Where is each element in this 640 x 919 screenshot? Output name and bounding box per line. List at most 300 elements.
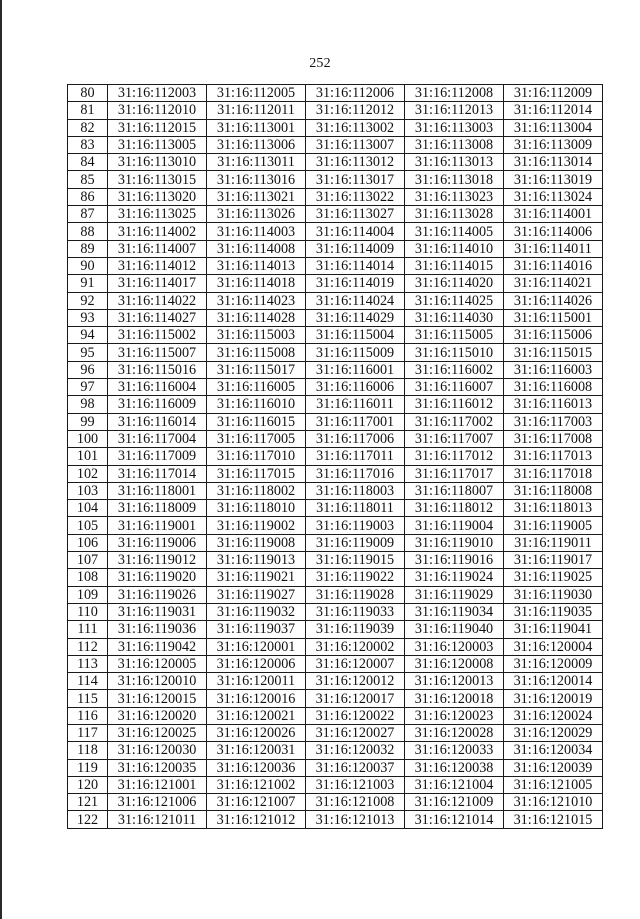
cadastral-number-cell: 31:16:119022 — [306, 569, 405, 586]
cadastral-number-cell: 31:16:115005 — [405, 327, 504, 344]
cadastral-number-cell: 31:16:120014 — [504, 673, 603, 690]
row-number-cell: 105 — [68, 517, 108, 534]
row-number-cell: 100 — [68, 430, 108, 447]
row-number-cell: 119 — [68, 759, 108, 776]
cadastral-number-cell: 31:16:112012 — [306, 102, 405, 119]
cadastral-number-cell: 31:16:118010 — [207, 500, 306, 517]
row-number-cell: 113 — [68, 655, 108, 672]
cadastral-number-cell: 31:16:121015 — [504, 811, 603, 828]
cadastral-number-cell: 31:16:119024 — [405, 569, 504, 586]
cadastral-number-cell: 31:16:120033 — [405, 742, 504, 759]
cadastral-number-cell: 31:16:113006 — [207, 136, 306, 153]
table-row — [68, 327, 603, 344]
row-number-cell: 117 — [68, 724, 108, 741]
table-row — [68, 534, 603, 551]
cadastral-number-cell: 31:16:121004 — [405, 776, 504, 793]
cadastral-number-cell: 31:16:117014 — [108, 465, 207, 482]
cadastral-number-cell: 31:16:121001 — [108, 776, 207, 793]
cadastral-number-cell: 31:16:115007 — [108, 344, 207, 361]
cadastral-number-cell: 31:16:114026 — [504, 292, 603, 309]
cadastral-number-cell: 31:16:117012 — [405, 448, 504, 465]
cadastral-number-cell: 31:16:119001 — [108, 517, 207, 534]
cadastral-number-cell: 31:16:120010 — [108, 673, 207, 690]
cadastral-number-cell: 31:16:121011 — [108, 811, 207, 828]
cadastral-number-cell: 31:16:112008 — [405, 85, 504, 102]
cadastral-number-cell: 31:16:116012 — [405, 396, 504, 413]
cadastral-number-cell: 31:16:117008 — [504, 430, 603, 447]
table-row — [68, 690, 603, 707]
cadastral-number-cell: 31:16:116011 — [306, 396, 405, 413]
cadastral-number-cell: 31:16:116014 — [108, 413, 207, 430]
row-number-cell: 90 — [68, 257, 108, 274]
cadastral-number-cell: 31:16:121005 — [504, 776, 603, 793]
scan-page-edge — [0, 0, 2, 919]
table-row — [68, 240, 603, 257]
cadastral-number-cell: 31:16:120005 — [108, 655, 207, 672]
cadastral-number-cell: 31:16:114014 — [306, 257, 405, 274]
cadastral-number-cell: 31:16:119017 — [504, 552, 603, 569]
cadastral-number-cell: 31:16:117013 — [504, 448, 603, 465]
cadastral-number-cell: 31:16:118002 — [207, 482, 306, 499]
cadastral-number-cell: 31:16:112011 — [207, 102, 306, 119]
cadastral-number-cell: 31:16:119031 — [108, 603, 207, 620]
row-number-cell: 94 — [68, 327, 108, 344]
cadastral-number-cell: 31:16:115016 — [108, 361, 207, 378]
page-number: 252 — [309, 56, 331, 71]
cadastral-number-cell: 31:16:115001 — [504, 309, 603, 326]
cadastral-number-cell: 31:16:115009 — [306, 344, 405, 361]
cadastral-number-cell: 31:16:120026 — [207, 724, 306, 741]
row-number-cell: 83 — [68, 136, 108, 153]
row-number-cell: 118 — [68, 742, 108, 759]
cadastral-number-cell: 31:16:117005 — [207, 430, 306, 447]
cadastral-number-cell: 31:16:113020 — [108, 188, 207, 205]
table-row — [68, 257, 603, 274]
cadastral-number-cell: 31:16:117016 — [306, 465, 405, 482]
cadastral-number-cell: 31:16:119005 — [504, 517, 603, 534]
table-row — [68, 119, 603, 136]
cadastral-number-cell: 31:16:115004 — [306, 327, 405, 344]
row-number-cell: 80 — [68, 85, 108, 102]
cadastral-number-cell: 31:16:113024 — [504, 188, 603, 205]
cadastral-number-cell: 31:16:121014 — [405, 811, 504, 828]
cadastral-number-cell: 31:16:120036 — [207, 759, 306, 776]
table-row — [68, 413, 603, 430]
table-row — [68, 482, 603, 499]
cadastral-number-cell: 31:16:119041 — [504, 621, 603, 638]
cadastral-number-cell: 31:16:113002 — [306, 119, 405, 136]
cadastral-number-cell: 31:16:119039 — [306, 621, 405, 638]
table-row — [68, 794, 603, 811]
cadastral-number-cell: 31:16:121002 — [207, 776, 306, 793]
row-number-cell: 98 — [68, 396, 108, 413]
cadastral-number-cell: 31:16:114002 — [108, 223, 207, 240]
cadastral-number-cell: 31:16:119033 — [306, 603, 405, 620]
table-row — [68, 171, 603, 188]
cadastral-number-cell: 31:16:115006 — [504, 327, 603, 344]
cadastral-number-cell: 31:16:117007 — [405, 430, 504, 447]
cadastral-number-cell: 31:16:120032 — [306, 742, 405, 759]
cadastral-number-cell: 31:16:121008 — [306, 794, 405, 811]
cadastral-number-cell: 31:16:119026 — [108, 586, 207, 603]
cadastral-number-cell: 31:16:120018 — [405, 690, 504, 707]
cadastral-number-cell: 31:16:120021 — [207, 707, 306, 724]
cadastral-number-cell: 31:16:117009 — [108, 448, 207, 465]
cadastral-number-cell: 31:16:117006 — [306, 430, 405, 447]
cadastral-number-cell: 31:16:114016 — [504, 257, 603, 274]
cadastral-number-cell: 31:16:113014 — [504, 154, 603, 171]
cadastral-number-cell: 31:16:113021 — [207, 188, 306, 205]
cadastral-number-cell: 31:16:118003 — [306, 482, 405, 499]
cadastral-number-cell: 31:16:119008 — [207, 534, 306, 551]
cadastral-number-cell: 31:16:120008 — [405, 655, 504, 672]
cadastral-number-cell: 31:16:120017 — [306, 690, 405, 707]
row-number-cell: 101 — [68, 448, 108, 465]
row-number-cell: 88 — [68, 223, 108, 240]
cadastral-number-cell: 31:16:120037 — [306, 759, 405, 776]
cadastral-number-cell: 31:16:116006 — [306, 379, 405, 396]
cadastral-number-cell: 31:16:119036 — [108, 621, 207, 638]
table-row — [68, 673, 603, 690]
table-row — [68, 292, 603, 309]
cadastral-number-cell: 31:16:119035 — [504, 603, 603, 620]
cadastral-number-cell: 31:16:119004 — [405, 517, 504, 534]
cadastral-number-cell: 31:16:119002 — [207, 517, 306, 534]
row-number-cell: 122 — [68, 811, 108, 828]
row-number-cell: 116 — [68, 707, 108, 724]
cadastral-number-cell: 31:16:120013 — [405, 673, 504, 690]
cadastral-number-cell: 31:16:120038 — [405, 759, 504, 776]
cadastral-number-cell: 31:16:113023 — [405, 188, 504, 205]
row-number-cell: 95 — [68, 344, 108, 361]
cadastral-number-cell: 31:16:116001 — [306, 361, 405, 378]
table-row — [68, 136, 603, 153]
cadastral-number-cell: 31:16:113009 — [504, 136, 603, 153]
cadastral-number-cell: 31:16:120034 — [504, 742, 603, 759]
cadastral-number-cell: 31:16:121009 — [405, 794, 504, 811]
row-number-cell: 81 — [68, 102, 108, 119]
cadastral-number-cell: 31:16:114013 — [207, 257, 306, 274]
row-number-cell: 99 — [68, 413, 108, 430]
cadastral-number-cell: 31:16:114011 — [504, 240, 603, 257]
cadastral-number-cell: 31:16:114019 — [306, 275, 405, 292]
cadastral-number-cell: 31:16:117001 — [306, 413, 405, 430]
cadastral-number-cell: 31:16:118007 — [405, 482, 504, 499]
cadastral-number-cell: 31:16:120004 — [504, 638, 603, 655]
cadastral-number-cell: 31:16:115015 — [504, 344, 603, 361]
row-number-cell: 111 — [68, 621, 108, 638]
cadastral-number-cell: 31:16:116013 — [504, 396, 603, 413]
cadastral-number-cell: 31:16:121006 — [108, 794, 207, 811]
cadastral-number-cell: 31:16:119016 — [405, 552, 504, 569]
cadastral-number-cell: 31:16:113003 — [405, 119, 504, 136]
cadastral-number-cell: 31:16:119003 — [306, 517, 405, 534]
cadastral-number-cell: 31:16:117004 — [108, 430, 207, 447]
cadastral-number-cell: 31:16:119009 — [306, 534, 405, 551]
table-row — [68, 569, 603, 586]
row-number-cell: 87 — [68, 206, 108, 223]
cadastral-number-cell: 31:16:119042 — [108, 638, 207, 655]
row-number-cell: 107 — [68, 552, 108, 569]
row-number-cell: 120 — [68, 776, 108, 793]
table-row — [68, 603, 603, 620]
table-row — [68, 309, 603, 326]
table-row — [68, 724, 603, 741]
cadastral-number-cell: 31:16:113027 — [306, 206, 405, 223]
cadastral-number-cell: 31:16:116002 — [405, 361, 504, 378]
table-row — [68, 361, 603, 378]
cadastral-number-cell: 31:16:119011 — [504, 534, 603, 551]
cadastral-number-cell: 31:16:120020 — [108, 707, 207, 724]
cadastral-number-cell: 31:16:114020 — [405, 275, 504, 292]
cadastral-number-cell: 31:16:120029 — [504, 724, 603, 741]
cadastral-number-cell: 31:16:120027 — [306, 724, 405, 741]
cadastral-number-cell: 31:16:114008 — [207, 240, 306, 257]
cadastral-number-cell: 31:16:114030 — [405, 309, 504, 326]
cadastral-number-cell: 31:16:120019 — [504, 690, 603, 707]
cadastral-number-cell: 31:16:119040 — [405, 621, 504, 638]
cadastral-number-cell: 31:16:116007 — [405, 379, 504, 396]
cadastral-number-cell: 31:16:120011 — [207, 673, 306, 690]
cadastral-number-cell: 31:16:117010 — [207, 448, 306, 465]
row-number-cell: 85 — [68, 171, 108, 188]
cadastral-number-cell: 31:16:114005 — [405, 223, 504, 240]
cadastral-number-cell: 31:16:114025 — [405, 292, 504, 309]
cadastral-number-cell: 31:16:120022 — [306, 707, 405, 724]
table-row — [68, 742, 603, 759]
cadastral-number-cell: 31:16:113022 — [306, 188, 405, 205]
table-row — [68, 638, 603, 655]
cadastral-number-cell: 31:16:117003 — [504, 413, 603, 430]
cadastral-number-cell: 31:16:117002 — [405, 413, 504, 430]
cadastral-number-cell: 31:16:118001 — [108, 482, 207, 499]
table-row — [68, 759, 603, 776]
row-number-cell: 93 — [68, 309, 108, 326]
cadastral-number-cell: 31:16:117015 — [207, 465, 306, 482]
table-row — [68, 344, 603, 361]
cadastral-number-cell: 31:16:119029 — [405, 586, 504, 603]
cadastral-number-cell: 31:16:112015 — [108, 119, 207, 136]
row-number-cell: 109 — [68, 586, 108, 603]
cadastral-number-cell: 31:16:120030 — [108, 742, 207, 759]
cadastral-number-cell: 31:16:116004 — [108, 379, 207, 396]
cadastral-number-cell: 31:16:112013 — [405, 102, 504, 119]
cadastral-number-cell: 31:16:120031 — [207, 742, 306, 759]
cadastral-number-cell: 31:16:114024 — [306, 292, 405, 309]
cadastral-number-cell: 31:16:120024 — [504, 707, 603, 724]
cadastral-number-cell: 31:16:121012 — [207, 811, 306, 828]
cadastral-number-cell: 31:16:114012 — [108, 257, 207, 274]
cadastral-number-cell: 31:16:113005 — [108, 136, 207, 153]
row-number-cell: 82 — [68, 119, 108, 136]
cadastral-number-cell: 31:16:120015 — [108, 690, 207, 707]
cadastral-number-cell: 31:16:119034 — [405, 603, 504, 620]
cadastral-number-cell: 31:16:114023 — [207, 292, 306, 309]
cadastral-number-cell: 31:16:113016 — [207, 171, 306, 188]
table-row — [68, 465, 603, 482]
cadastral-number-cell: 31:16:118008 — [504, 482, 603, 499]
cadastral-number-cell: 31:16:114029 — [306, 309, 405, 326]
cadastral-number-cell: 31:16:120016 — [207, 690, 306, 707]
table-row — [68, 379, 603, 396]
row-number-cell: 92 — [68, 292, 108, 309]
cadastral-number-cell: 31:16:115003 — [207, 327, 306, 344]
cadastral-number-cell: 31:16:117017 — [405, 465, 504, 482]
cadastral-number-cell: 31:16:114018 — [207, 275, 306, 292]
cadastral-number-cell: 31:16:114003 — [207, 223, 306, 240]
row-number-cell: 103 — [68, 482, 108, 499]
row-number-cell: 121 — [68, 794, 108, 811]
cadastral-number-cell: 31:16:115017 — [207, 361, 306, 378]
table-row — [68, 102, 603, 119]
table-row — [68, 85, 603, 102]
cadastral-number-cell: 31:16:118011 — [306, 500, 405, 517]
cadastral-number-cell: 31:16:113015 — [108, 171, 207, 188]
cadastral-number-cell: 31:16:112003 — [108, 85, 207, 102]
cadastral-number-cell: 31:16:113004 — [504, 119, 603, 136]
row-number-cell: 112 — [68, 638, 108, 655]
table-row — [68, 500, 603, 517]
cadastral-number-cell: 31:16:118012 — [405, 500, 504, 517]
cadastral-number-cell: 31:16:119037 — [207, 621, 306, 638]
cadastral-number-cell: 31:16:118013 — [504, 500, 603, 517]
table-row — [68, 621, 603, 638]
cadastral-number-cell: 31:16:113001 — [207, 119, 306, 136]
cadastral-number-cell: 31:16:119032 — [207, 603, 306, 620]
cadastral-number-cell: 31:16:113019 — [504, 171, 603, 188]
cadastral-number-cell: 31:16:116003 — [504, 361, 603, 378]
cadastral-number-cell: 31:16:118009 — [108, 500, 207, 517]
cadastral-number-cell: 31:16:120003 — [405, 638, 504, 655]
cadastral-number-cell: 31:16:114006 — [504, 223, 603, 240]
cadastral-number-cell: 31:16:120007 — [306, 655, 405, 672]
cadastral-number-cell: 31:16:114021 — [504, 275, 603, 292]
table-row — [68, 586, 603, 603]
table-row — [68, 430, 603, 447]
cadastral-number-cell: 31:16:120039 — [504, 759, 603, 776]
row-number-cell: 115 — [68, 690, 108, 707]
cadastral-number-cell: 31:16:112009 — [504, 85, 603, 102]
cadastral-number-cell: 31:16:121007 — [207, 794, 306, 811]
table-row — [68, 776, 603, 793]
row-number-cell: 84 — [68, 154, 108, 171]
cadastral-number-cell: 31:16:113010 — [108, 154, 207, 171]
cadastral-number-cell: 31:16:120002 — [306, 638, 405, 655]
cadastral-number-cell: 31:16:113026 — [207, 206, 306, 223]
row-number-cell: 114 — [68, 673, 108, 690]
cadastral-number-cell: 31:16:121003 — [306, 776, 405, 793]
table-row — [68, 223, 603, 240]
cadastral-number-cell: 31:16:114004 — [306, 223, 405, 240]
cadastral-number-cell: 31:16:116015 — [207, 413, 306, 430]
cadastral-number-cell: 31:16:120025 — [108, 724, 207, 741]
cadastral-number-cell: 31:16:116005 — [207, 379, 306, 396]
cadastral-number-cell: 31:16:112010 — [108, 102, 207, 119]
cadastral-number-cell: 31:16:119015 — [306, 552, 405, 569]
cadastral-number-cell: 31:16:113013 — [405, 154, 504, 171]
cadastral-number-cell: 31:16:117018 — [504, 465, 603, 482]
cadastral-number-cell: 31:16:119030 — [504, 586, 603, 603]
cadastral-number-cell: 31:16:113011 — [207, 154, 306, 171]
row-number-cell: 86 — [68, 188, 108, 205]
cadastral-number-cell: 31:16:120023 — [405, 707, 504, 724]
cadastral-number-cell: 31:16:119012 — [108, 552, 207, 569]
cadastral-number-cell: 31:16:113008 — [405, 136, 504, 153]
cadastral-number-cell: 31:16:113007 — [306, 136, 405, 153]
cadastral-number-cell: 31:16:114017 — [108, 275, 207, 292]
row-number-cell: 104 — [68, 500, 108, 517]
cadastral-number-cell: 31:16:115010 — [405, 344, 504, 361]
cadastral-number-cell: 31:16:120028 — [405, 724, 504, 741]
cadastral-number-cell: 31:16:113028 — [405, 206, 504, 223]
cadastral-number-cell: 31:16:115002 — [108, 327, 207, 344]
cadastral-number-cell: 31:16:113012 — [306, 154, 405, 171]
table-row — [68, 275, 603, 292]
table-row — [68, 707, 603, 724]
cadastral-number-cell: 31:16:119025 — [504, 569, 603, 586]
row-number-cell: 110 — [68, 603, 108, 620]
cadastral-number-cell: 31:16:112006 — [306, 85, 405, 102]
cadastral-number-cell: 31:16:114007 — [108, 240, 207, 257]
cadastral-number-cell: 31:16:116010 — [207, 396, 306, 413]
table-row — [68, 396, 603, 413]
row-number-cell: 102 — [68, 465, 108, 482]
cadastral-number-cell: 31:16:119013 — [207, 552, 306, 569]
cadastral-number-cell: 31:16:114015 — [405, 257, 504, 274]
row-number-cell: 106 — [68, 534, 108, 551]
cadastral-number-cell: 31:16:120012 — [306, 673, 405, 690]
table-row — [68, 655, 603, 672]
table-row — [68, 517, 603, 534]
table-row — [68, 154, 603, 171]
cadastral-number-cell: 31:16:113017 — [306, 171, 405, 188]
table-row — [68, 206, 603, 223]
cadastral-number-cell: 31:16:112005 — [207, 85, 306, 102]
cadastral-number-cell: 31:16:120006 — [207, 655, 306, 672]
cadastral-number-cell: 31:16:113025 — [108, 206, 207, 223]
table-row — [68, 188, 603, 205]
row-number-cell: 96 — [68, 361, 108, 378]
cadastral-number-cell: 31:16:114001 — [504, 206, 603, 223]
table-body — [68, 85, 603, 829]
table-row — [68, 448, 603, 465]
cadastral-number-cell: 31:16:114022 — [108, 292, 207, 309]
row-number-cell: 108 — [68, 569, 108, 586]
cadastral-number-cell: 31:16:116008 — [504, 379, 603, 396]
cadastral-number-cell: 31:16:112014 — [504, 102, 603, 119]
cadastral-number-cell: 31:16:115008 — [207, 344, 306, 361]
table-row — [68, 811, 603, 828]
cadastral-number-cell: 31:16:117011 — [306, 448, 405, 465]
cadastral-number-cell: 31:16:119027 — [207, 586, 306, 603]
cadastral-number-cell: 31:16:116009 — [108, 396, 207, 413]
cadastral-number-cell: 31:16:114010 — [405, 240, 504, 257]
table-row — [68, 552, 603, 569]
cadastral-number-cell: 31:16:120009 — [504, 655, 603, 672]
cadastral-number-cell: 31:16:114028 — [207, 309, 306, 326]
cadastral-number-cell: 31:16:121013 — [306, 811, 405, 828]
cadastral-number-cell: 31:16:113018 — [405, 171, 504, 188]
cadastral-number-cell: 31:16:119006 — [108, 534, 207, 551]
cadastral-number-cell: 31:16:120035 — [108, 759, 207, 776]
cadastral-number-cell: 31:16:121010 — [504, 794, 603, 811]
cadastral-number-table — [67, 84, 603, 829]
cadastral-number-cell: 31:16:119021 — [207, 569, 306, 586]
cadastral-number-cell: 31:16:119020 — [108, 569, 207, 586]
cadastral-number-cell: 31:16:120001 — [207, 638, 306, 655]
row-number-cell: 91 — [68, 275, 108, 292]
cadastral-number-cell: 31:16:114009 — [306, 240, 405, 257]
